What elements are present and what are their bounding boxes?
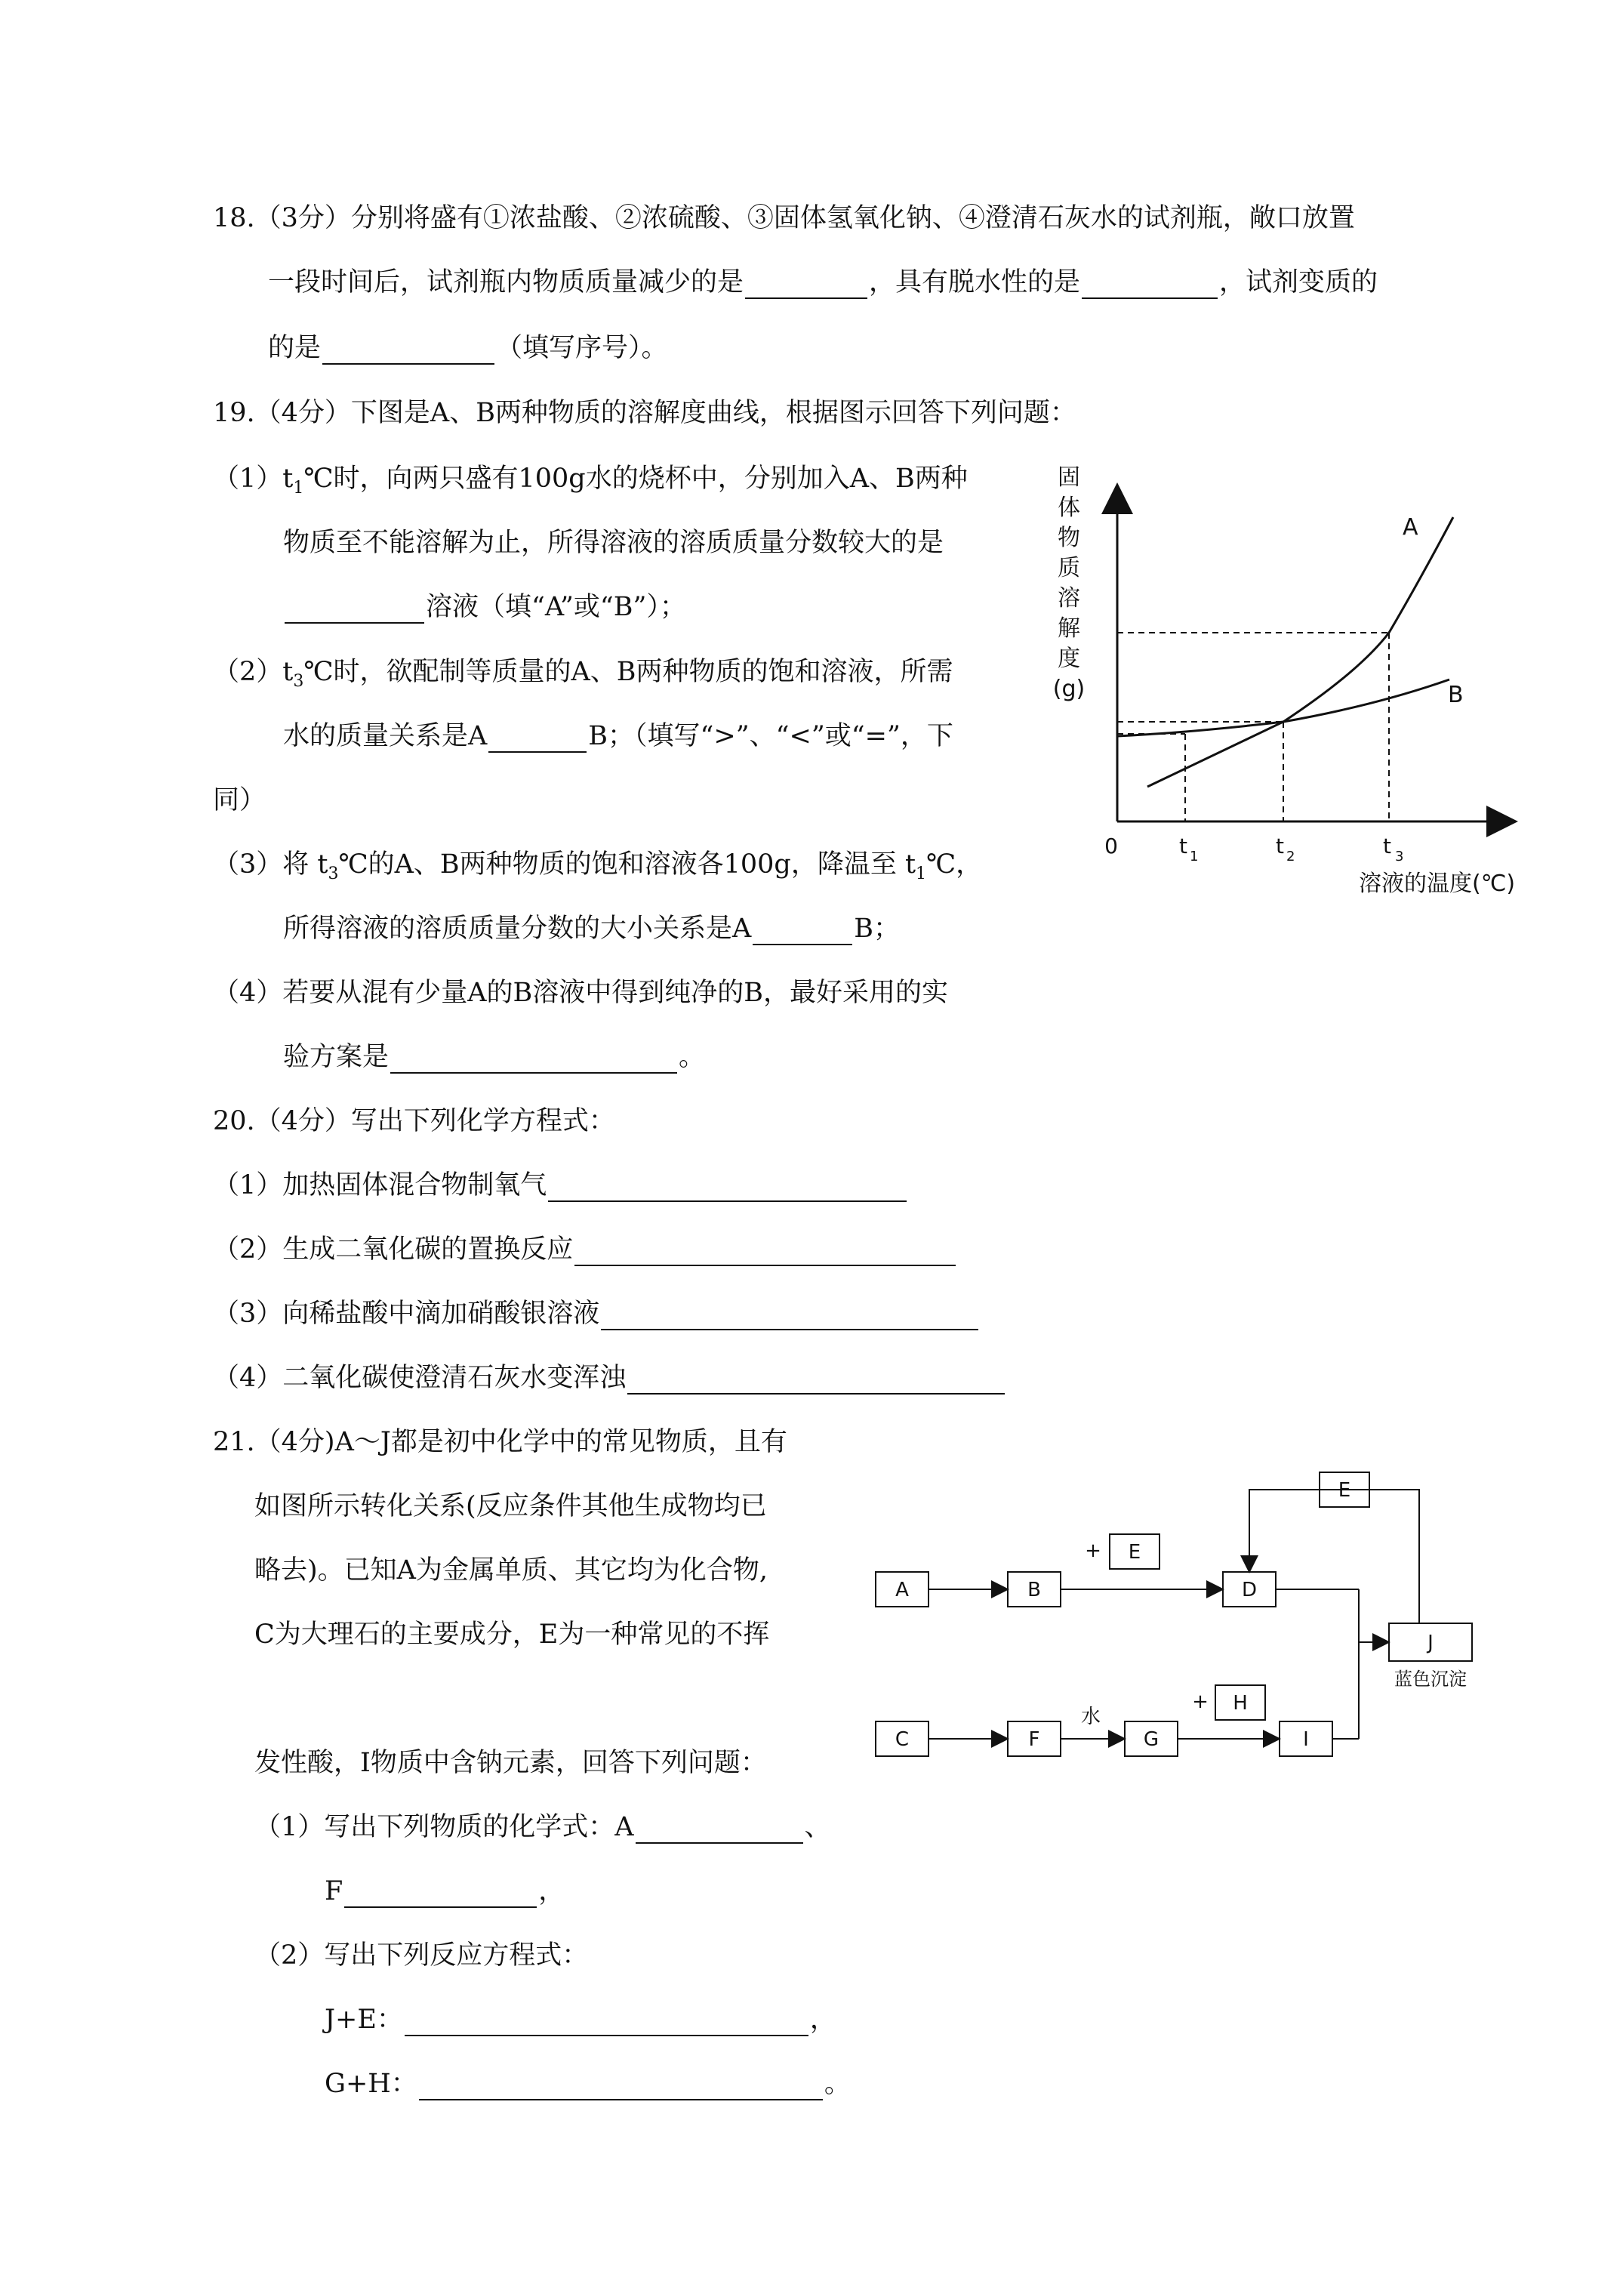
node-j: J: [1427, 1632, 1434, 1654]
tick-t1-sub: 1: [1190, 849, 1199, 864]
q19-part-4: （4）若要从混有少量A的B溶液中得到纯净的B，最好采用的实: [213, 978, 948, 1008]
answer-blank[interactable]: [574, 1239, 956, 1266]
q21-eq-1: [325, 2003, 836, 2036]
q19-text: ℃的A、B两种物质的饱和溶液各100g，降温至 t: [338, 849, 916, 880]
q19-part-1-answer: [283, 590, 686, 624]
node-b: B: [1027, 1579, 1041, 1601]
subscript: 3: [328, 864, 339, 883]
answer-blank[interactable]: [322, 337, 494, 365]
q21-line-1: 21.（4分)A～J都是初中化学中的常见物质，且有: [213, 1427, 787, 1457]
q19-text: ℃时，向两只盛有100g水的烧杯中，分别加入A、B两种: [303, 464, 968, 494]
subscript: 3: [293, 672, 304, 691]
q20-item-4: [213, 1361, 1006, 1395]
q20-text: （4）二氧化碳使澄清石灰水变浑浊: [213, 1363, 627, 1393]
q18-line-1: 18.（3分）分别将盛有①浓盐酸、②浓硫酸、③固体氢氧化钠、④澄清石灰水的试剂瓶，敞口放置: [213, 203, 1355, 233]
tick-t2-sub: 2: [1286, 849, 1295, 864]
q21-line-5: 发性酸，I物质中含钠元素，回答下列问题：: [254, 1748, 767, 1778]
tick-t2: t: [1276, 834, 1284, 858]
tick-t3-sub: 3: [1395, 849, 1404, 864]
curve-a-label: A: [1403, 514, 1418, 541]
answer-blank[interactable]: [344, 1881, 537, 1908]
q21-line-2: 如图所示转化关系(反应条件其他生成物均已: [254, 1491, 767, 1521]
conversion-diagram: [861, 1457, 1495, 1774]
j-caption: 蓝色沉淀: [1394, 1669, 1467, 1690]
q19-part-2-cont: [283, 720, 953, 753]
q21-text: J+E：: [325, 2005, 403, 2035]
q20-item-1: [213, 1169, 908, 1202]
q21-eq-2: [325, 2067, 851, 2100]
q18-line-3: [268, 331, 668, 365]
answer-blank[interactable]: [285, 596, 424, 624]
plus-sign-2: +: [1192, 1690, 1209, 1713]
node-a: A: [895, 1579, 909, 1601]
y-label-char: (g): [1052, 676, 1086, 702]
q19-text: 水的质量关系是A: [283, 721, 488, 751]
node-f: F: [1028, 1728, 1040, 1751]
y-label-char: 物: [1058, 525, 1080, 551]
q21-sub-1: [254, 1811, 831, 1844]
y-label-char: 体: [1058, 495, 1080, 521]
q21-text: ，: [538, 1876, 565, 1906]
water-label: 水: [1080, 1706, 1101, 1728]
answer-blank[interactable]: [636, 1817, 803, 1844]
q18-text-a: 一段时间后，试剂瓶内物质质量减少的是: [268, 267, 744, 297]
q19-text: ℃，: [926, 849, 983, 880]
q19-text: 溶液（填“A”或“B”）；: [426, 592, 686, 622]
node-d: D: [1241, 1579, 1258, 1601]
q20-text: （1）加热固体混合物制氧气: [213, 1170, 547, 1200]
answer-blank[interactable]: [488, 726, 587, 753]
q19-text: 验方案是: [283, 1042, 390, 1072]
answer-blank[interactable]: [419, 2073, 823, 2100]
q19-text: ℃时，欲配制等质量的A、B两种物质的饱和溶液，所需: [303, 657, 953, 687]
curve-a: [1147, 517, 1453, 787]
q21-line-3: 略去)。已知A为金属单质、其它均为化合物,: [254, 1555, 768, 1586]
q19-text: 。: [679, 1042, 706, 1072]
q18-text-c: ，试剂变质的: [1219, 267, 1378, 297]
q21-text: F: [325, 1876, 343, 1906]
y-axis-label: [1053, 464, 1085, 702]
y-label-char: 质: [1058, 555, 1080, 581]
y-label-char: 解: [1058, 615, 1080, 642]
q21-text: 。: [824, 2069, 851, 2099]
guide-lines: [1117, 633, 1389, 821]
subscript: 1: [916, 864, 927, 883]
answer-blank[interactable]: [390, 1046, 677, 1074]
node-e-plus: E: [1128, 1541, 1141, 1564]
q18-line-2: [268, 266, 1378, 299]
q19-part-2: [213, 655, 953, 689]
q19-title: 19.（4分）下图是A、B两种物质的溶解度曲线，根据图示回答下列问题：: [213, 398, 1076, 428]
answer-blank[interactable]: [405, 2009, 808, 2036]
q18-text-d: 的是: [268, 333, 322, 363]
q19-part-1: [213, 462, 968, 498]
plus-sign-1: +: [1085, 1539, 1101, 1562]
y-label-char: 溶: [1058, 585, 1080, 612]
y-label-char: 固: [1058, 464, 1080, 491]
q20-item-2: [213, 1233, 957, 1266]
answer-blank[interactable]: [1082, 272, 1218, 299]
q20-text: （2）生成二氧化碳的置换反应: [213, 1234, 574, 1265]
q19-part-3: [213, 848, 982, 881]
q21-text: ，: [809, 2005, 836, 2035]
node-g: G: [1143, 1728, 1160, 1751]
q20-item-3: [213, 1297, 980, 1330]
answer-blank[interactable]: [627, 1367, 1005, 1395]
q19-text: （1）t: [213, 464, 294, 494]
q19-text: （2）t: [213, 657, 294, 687]
q21-text: （1）写出下列物质的化学式：A: [254, 1812, 634, 1842]
q20-title: 20.（4分）写出下列化学方程式：: [213, 1106, 615, 1136]
q19-text: 所得溶液的溶质质量分数的大小关系是A: [283, 914, 752, 944]
q21-sub-2: （2）写出下列反应方程式：: [254, 1940, 589, 1971]
q18-text-e: （填写序号）。: [496, 333, 668, 363]
origin-label: 0: [1104, 834, 1118, 858]
node-e-top: E: [1338, 1479, 1351, 1502]
node-c: C: [895, 1728, 910, 1751]
q21-text: G+H：: [325, 2069, 417, 2099]
x-axis-label: 溶液的温度(℃): [1359, 871, 1516, 897]
tick-t3: t: [1383, 834, 1391, 858]
curve-b-label: B: [1448, 682, 1464, 708]
q20-text: （3）向稀盐酸中滴加硝酸银溶液: [213, 1299, 600, 1329]
answer-blank[interactable]: [548, 1175, 907, 1202]
answer-blank[interactable]: [601, 1303, 978, 1330]
q21-line-4: C为大理石的主要成分，E为一种常见的不挥: [254, 1620, 770, 1650]
q19-text: （3）将 t: [213, 849, 328, 880]
subscript: 1: [293, 479, 304, 498]
q19-text: B；（填写“>”、“<”或“=”，下: [588, 721, 953, 751]
tick-t1: t: [1179, 834, 1187, 858]
answer-blank[interactable]: [745, 272, 867, 299]
q19-part-4-cont: [283, 1040, 705, 1074]
q19-part-1-cont: 物质至不能溶解为止，所得溶液的溶质质量分数较大的是: [283, 528, 944, 558]
q21-sub-1-cont: [325, 1875, 565, 1908]
answer-blank[interactable]: [753, 918, 852, 945]
q19-text: B；: [854, 914, 901, 944]
node-i: I: [1303, 1728, 1309, 1751]
q19-part-3-cont: [283, 912, 900, 945]
node-h: H: [1233, 1692, 1248, 1715]
solubility-chart: [1042, 453, 1570, 921]
q21-text: 、: [804, 1812, 831, 1842]
q19-part-2-tail: 同）: [213, 785, 266, 815]
q18-text-b: ，具有脱水性的是: [869, 267, 1081, 297]
y-label-char: 度: [1058, 646, 1080, 672]
